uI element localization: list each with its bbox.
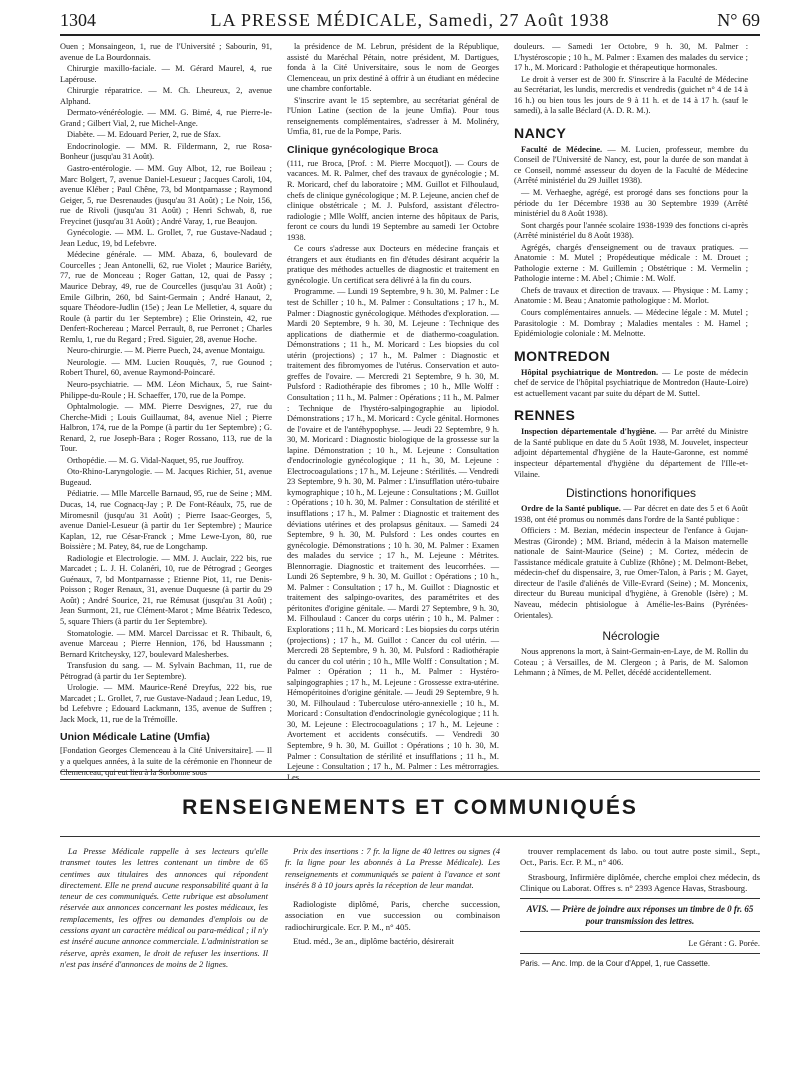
montredon-title: Hôpital psychiatrique de Montredon. xyxy=(521,367,659,377)
specialist-entry: Gastro-entérologie. — MM. Guy Albot, 12, rue Boileau ; Marc Bolgert, 7, avenue Daniel-Lesueur ; Jacques Caroli, 104, avenue Kléber ; Paul Chêne, 73, bd Montparnasse ; Raymond Geiger, 5, rue Desrenaudes (jusqu'au 31 Août) ; Le Noir, 156, rue de Rivoli (jusqu'au 31 Août) ; Henri Schwab, 8, rue Freycinet (jusqu'au 31 Août) ; André Varay, 1, rue Beaujon. xyxy=(60,164,272,226)
column-3 xyxy=(514,42,748,764)
paragraph: Le droit à verser est de 300 fr. S'inscrire à la Faculté de Médecine au Secrétariat, les lundis, mercredis et vendredis (guichet n° 4 de 14 à 16 h.) ou bien tous les jours de 9 à 11 h. et de 14 à 17 h. (sauf le samedi), à la salle Béclard (A. D. R. M.). xyxy=(514,74,748,116)
imprint-line: Paris. — Anc. Imp. de la Cour d'Appel, 1, rue Cassette. xyxy=(520,953,760,969)
classified-ad: trouver remplacement ds labo. ou tout autre poste simil., Sept., Oct., Paris. Ecr. P. M., n° 406. xyxy=(520,846,760,868)
specialist-entry: Dermato-vénéréologie. — MM. G. Bimé, 4, rue Pierre-le-Grand ; Gilbert Vial, 2, rue Michel-Ange. xyxy=(60,108,272,128)
section-heading-rennes: RENNES xyxy=(514,407,576,424)
paragraph: Chefs de travaux et direction de travaux. — Physique : M. Lamy ; Anatomie : M. Beau ; Anatomie pathologique : M. Morlot. xyxy=(514,285,748,306)
notice-column xyxy=(60,846,268,973)
paragraph: Sont chargés pour l'année scolaire 1938-1939 des fonctions ci-après (Arrêté ministériel du 8 Août 1938). xyxy=(514,220,748,241)
specialist-entry: Radiologie et Electrologie. — MM. J. Auclair, 222 bis, rue Marcadet ; L. J. H. Colanéri, 10, rue de Pétrograd ; Georges Guénaux, 7, bd Montparnasse ; Etienne Piot, 11, rue Denis-Poisson ; Roger Renaux, 31, avenue Duquesne (à partir du 29 Août) ; André Sourice, 21, rue Rémusat (jusqu'au 31 Août) ; Jean Surmont, 21, rue Clément-Marot ; Mme Béatrix Tedesco, 5, square Thiers (à partir du 1er Septembre). xyxy=(60,553,272,626)
divider xyxy=(60,779,760,780)
notice-text: La Presse Médicale rappelle à ses lecteurs qu'elle transmet toutes les lettres contenant un timbre de 65 centimes aux titulaires des annonces qui répondent directement. Elle ne prend aucune responsabilité quant à la teneur de ces communiqués. Cette rubrique est absolument réservée aux annonces concernant les postes médicaux, les remplacements, les offres ou demandes d'emplois ou de cessions ayant un caractère médical ou para-médical ; il n'y est inséré aucune annonce commerciale. L'administration se réserve, après examen, le droit de refuser les insertions. Il n'est pas inséré d'annonces de moins de 2 lignes. xyxy=(60,846,268,969)
specialist-entry: Neuro-psychiatrie. — MM. Léon Michaux, 5, rue Saint-Philippe-du-Roule ; H. Schaeffer, 170, rue de la Pompe. xyxy=(60,379,272,400)
specialist-entry: Diabète. — M. Edouard Perier, 2, rue de Sfax. xyxy=(67,130,221,140)
prices-text: Prix des insertions : 7 fr. la ligne de 40 lettres ou signes (4 fr. la ligne pour les abonnés à La Presse Médicale). Les renseignements et communiqués se paient à l'avance et sont insérés 8 à 10 jours après la réception de leur mandat. xyxy=(285,846,500,890)
paragraph: Agrégés, chargés d'enseignement ou de travaux pratiques. — Anatomie : M. Mutel ; Propédeutique médicale : M. Drouet ; Pathologie externe : M. Guillemin ; Obstétrique : M. Vermelin ; Pathologie interne : M. Abel ; Chimie : M. Wolf. xyxy=(514,242,748,284)
section-heading-montredon: MONTREDON xyxy=(514,347,611,364)
journal-title: LA PRESSE MÉDICALE, Samedi, 27 Août 1938 xyxy=(210,10,610,30)
specialist-entry: Ophtalmologie. — MM. Pierre Desvignes, 27, rue du Cherche-Midi ; Louis Guillaumat, 84, avenue Niel ; Pierre Halbron, 174, rue de la Pompe (à partir du 1er Septembre) ; G. Renard, 2, rue Joseph-Bara ; Roger Rossano, 113, rue de la Tour. xyxy=(60,402,272,454)
distinctions-lead: Ordre de la Santé publique. — Par décret en date des 5 et 6 Août 1938, ont été promus ou nommés dans l'ordre de la Santé publique : xyxy=(514,504,748,524)
rennes-text: Inspection départementale d'hygiène. — Par arrêté du Ministre de la Santé publique en date du 5 Août 1938, M. Jouvelet, inspecteur adjoint départemental d'hygiène de la Haute-Garonne, est nommé inspecteur départemental d'hygiène du département de l'Ille-et-Vilaine. xyxy=(514,427,749,479)
specialist-entry: Stomatologie. — MM. Marcel Darcissac et R. Thibault, 6, avenue Marceau ; Pierre Hennion, 176, bd Haussmann ; Bernard Kritcheysky, 127, boulevard Malesherbes. xyxy=(60,628,272,659)
broca-title: Clinique gynécologique Broca xyxy=(287,143,439,156)
specialist-entry: Médecine générale. — MM. Abaza, 6, boulevard de Courcelles ; Jean Antonelli, 62, rue Violet ; Maurice Bariéty, 77, rue de Monceau ; Roger Gattan, 12, quai de Passy ; Maurice Debray, 49, rue de Courcelles (jusqu'au 31 Août) ; Emile Gilbrin, 260, bd Saint-Germain ; André Hanaut, 2, square Théodore-Judlin (15e) ; Jean Le Melletier, 4, square du Roule (à partir du 1er Septembre) ; Elie Orinstein, 42, rue Denfert-Rochereau ; Marcel Perrault, 8, rue Perronet ; Charles Remlu, 1, rue du Regard ; Fred. Siguier, 28, avenue Hoche. xyxy=(60,250,272,344)
column-1 xyxy=(60,42,272,777)
distinctions-title: Ordre de la Santé publique. xyxy=(521,504,621,514)
issue-number: N° 69 xyxy=(717,10,760,30)
nancy-title: Faculté de Médecine. xyxy=(521,144,603,154)
specialist-entry: Endocrinologie. — MM. R. Fildermann, 2, rue Rosa-Bonheur (jusqu'au 31 Août). xyxy=(60,141,272,162)
paragraph: Cours complémentaires annuels. — Médecine légale : M. Mutel ; Parasitologie : M. Dombray ; Maladies mentales : M. Hamel ; Epidémiologie coloniale : M. Melnotte. xyxy=(514,308,748,339)
paragraph: Ce cours s'adresse aux Docteurs en médecine français et étrangers et aux étudiants en fin d'études désirant acquérir la pratique des méthodes actuelles de diagnostic et traitement en gynécologie. Un certificat sera délivré à la fin du cours. xyxy=(287,244,499,285)
paragraph: Programme. — Lundi 19 Septembre, 9 h. 30, M. Palmer : Le test de Schiller ; 10 h., M. Palmer : Consultations ; 17 h., M. Palmer : Diagnostic gynécologique. Méthodes d'exploration. — Mardi 20 Septembre, 9 h. 30, M. Lejeune : Technique des applications de diathermie et de diathermo-coagulation. Démonstrations ; 11 h., M. Moricard : Les biopsies du col utérin (projections) ; 17 h., M. Palmer : Diagnostic et traitement des fibromyomes de l'utérus. Conservation et auto-greffes de l'ovaire. — Mercredi 21 Septembre, 9 h. 30, M. Pulsford : Radiothérapie des fibromes ; 10 h., Mlle Wolff : Consultation ; 11 h., M. Palmer : Opérations ; 11 h., M. Palmer : Technique de l'hystéro-salpingographie au lipiodol. Démonstrations ; 17 h., M. Moricard : Cycle génital. Hormones de l'ovaire et de l'antéhypophyse. — Jeudi 22 Septembre, 9 h. 30, M. Moricard : Diagnostic biologique de la grossesse sur la lapine. Démonstration ; 10 h., M. Lejeune : Consultation d'endocrinologie gynécologique ; 11 h., 30, M. Lejeune : Electrocoagulations ; 17 h., M. Lejeune : Stérilités. — Vendredi 23 Septembre, 9 h. 30, M. Palmer : L'insufflation utéro-tubaire kymographique ; 10 h., M. Lejeune : Consultations ; M. Guillot : Opérations ; 10 h. 30, M. Palmer : Consultation de stérilité et insufflations ; 17 h., M. Palmer : Diagnostic et traitement des déviations utérines et des prolapsus génitaux. — Samedi 24 Septembre, 9 h. 30, M. Pulsford : Les ondes courtes en gynécologie. Démonstrations ; 10 h. 30, M. Palmer : Examen des malades du service ; 17 h., M. Lejeune : Métrites. Blennorragie. Diagnostic et traitement des leucorrhées. — Lundi 26 Septembre, 9 h. 30, M. Guillot : Opérations ; 10 h., M. Palmer : Consultation ; 17 h., M. Guillot : Diagnostic et traitement des salpingo-ovarites, des paramétrites et des péritonites d'origine génitale. — Mardi 27 Septembre, 9 h. 30, M. Filhoulaud : Cancer du corps utérin ; 10 h., M. Palmer : Explorations ; 11 h., M. Moricard : Les biopsies du corps utérin (projections) ; 17 h., M. Guillot : Cancer du col utérin. — Mercredi 28 Septembre, 9 h. 30, M. Pulsford : Radiothérapie du cancer du col utérin ; 10 h., Mlle Wolff : Consultation ; M. Palmer : Opération ; 11 h., M. Palmer : Hystéro-salpingographies ; 17 h., M. Lejeune : Grossesse extra-utérine. Hémopéritoines d'origine génitale. — Jeudi 29 Septembre, 9 h. 30, M. Filhoulaud : Tuberculose utéro-annexielle ; 10 h., M. Moricard : Consultation d'endocrinologie gynécologique ; 11 h. 30, M. Lejeune : Electrocoagulations ; 17 h., M. Lejeune : Avortement et accidents consécutifs. — Vendredi 30 Septembre, 9 h. 30, M. Guillot : Opérations ; 10 h. 30, M. Palmer : Consultation de stérilité et insufflations ; 11 h., M. Lejeune : Consultation ; 17 h., M. Palmer : Les métrorragies. Les xyxy=(287,287,499,782)
specialist-entry: Ouen ; Monsaingeon, 1, rue de l'Université ; Sabourin, 91, avenue de La Bourdonnais. xyxy=(60,42,272,62)
section-heading-nancy: NANCY xyxy=(514,124,567,141)
paragraph: — M. Verhaeghe, agrégé, est prorogé dans ses fonctions pour la période du 1er Décembre 1938 au 30 Septembre 1939 (Arrêté ministériel du 8 Août 1938). xyxy=(514,188,748,219)
specialist-entry: Orthopédie. — M. G. Vidal-Naquet, 95, rue Jouffroy. xyxy=(67,455,244,465)
divider xyxy=(60,836,760,837)
specialist-entry: Neurologie. — MM. Lucien Rouquès, 7, rue Gounod ; Robert Thurel, 60, avenue Raymond-Poincaré. xyxy=(60,357,272,378)
paragraph: douleurs. — Samedi 1er Octobre, 9 h. 30, M. Palmer : L'hystéroscopie ; 10 h., M. Palmer : Examen des malades du service ; 17 h., M. Moricard : Pathologie et thérapeutique hormonales. xyxy=(514,42,748,73)
nancy-lead: Faculté de Médecine. — M. Lucien, professeur, membre du Conseil de l'Université de Nancy, est, pour la durée de son mandat à ce Conseil, nommé assesseur du doyen de la Faculté de Médecine (Arrêté ministériel du 29 Juillet 1938). xyxy=(514,144,748,186)
rennes-title: Inspection départementale d'hygiène. xyxy=(521,427,657,437)
classified-ad: Etud. méd., 3e an., diplôme bactério, désirerait xyxy=(293,936,454,947)
section-heading-necrologie: Nécrologie xyxy=(602,629,660,644)
divider xyxy=(60,771,760,772)
umfia-title: Union Médicale Latine (Umfia) xyxy=(60,731,210,744)
ads-column-2 xyxy=(520,846,760,970)
gerant-line: Le Gérant : G. Porée. xyxy=(688,939,760,949)
paragraph: S'inscrire avant le 15 septembre, au secrétariat général de l'Union Latine (section de la jeune Umfia). Pour tous renseignements complémentaires, s'adresser à M. Molinéry, Umfia, 81, rue de la Pompe, Paris. xyxy=(287,95,499,137)
classified-ad: Strasbourg, Infirmière diplômée, cherche emploi chez médecin, ds Clinique ou Laborat. Offres s. n° 2393 Agence Havas, Strasbourg. xyxy=(520,871,760,893)
specialist-entry: Chirurgie maxillo-faciale. — M. Gérard Maurel, 4, rue Lapérouse. xyxy=(60,64,272,84)
specialist-entry: Pédiatrie. — Mlle Marcelle Barnaud, 95, rue de Seine ; MM. Ducas, 14, rue Cognacq-Jay ; P. De Font-Réaulx, 75, rue de Miromesnil (jusqu'au 31 Août) ; Pierre Isaac-Georges, 5, avenue Daniel-Lesueur (à partir du 1er Septembre) ; Maurice Kaplan, 12, rue César-Franck ; Mme Lewe-Lyon, 80, rue Boissière ; M. Patey, 84, rue de Longchamp. xyxy=(60,489,272,552)
specialist-entry: Oto-Rhino-Laryngologie. — M. Jacques Richier, 51, avenue Bugeaud. xyxy=(60,467,272,487)
ads-column-1 xyxy=(285,846,500,950)
specialist-entry: Transfusion du sang. — M. Sylvain Bachman, 11, rue de Pétrograd (à partir du 1er Septembre). xyxy=(60,661,272,681)
section-heading-distinctions: Distinctions honorifiques xyxy=(565,486,697,501)
specialist-list xyxy=(60,42,272,725)
classified-ad: Radiologiste diplômé, Paris, cherche succession, association en vue succession ou combinaison radiochirurgicale. Ecr. P. M., n° 405. xyxy=(285,899,500,932)
paragraph: Officiers : M. Bezian, médecin inspecteur de l'enfance à Gujan-Mestras (Gironde) ; MM. Briand, médecin à la Maison maternelle nationale de Saint-Maurice (Seine) ; M. Cortez, médecin de l'assistance médicale gratuite à Cublize (Rhône) ; M. Delmont-Bebet, médecin-chef du dispensaire, 3, rue Omer-Talon, à Paris ; M. Gayet, directeur de l'asile d'aliénés de Ville-Evrard (Seine) ; M. Moncenix, directeur du Bureau municipal d'hygiène, à Grenoble (Isère) ; M. Naveau, médecin phtisiologue à Amélie-les-Bains (Pyrénées-Orientales). xyxy=(514,526,748,620)
necrologie-text: Nous apprenons la mort, à Saint-Germain-en-Laye, de M. Rollin du Coteau ; à Versailles, de M. Clergeon ; à Paris, de M. Salomon Lehmann ; à Nîmes, de M. Pellet, décédé accidentellement. xyxy=(514,647,748,678)
page-number: 1304 xyxy=(60,10,96,30)
avis-notice: AVIS. — Prière de joindre aux réponses un timbre de 0 fr. 65 pour transmission des lettres. xyxy=(520,898,760,932)
specialist-entry: Urologie. — MM. Maurice-René Dreyfus, 222 bis, rue Marcadet ; L. Grollet, 7, rue Gustave-Nadaud ; Jean Leduc, 19, bd Lefebvre ; Edouard Lackmann, 135, avenue de Suffren ; Jack Mock, 11, rue de la Trémoïlle. xyxy=(60,683,272,724)
page-header xyxy=(60,8,760,36)
specialist-entry: Neuro-chirurgie. — M. Pierre Puech, 24, avenue Montaigu. xyxy=(67,346,265,356)
section-banner: RENSEIGNEMENTS ET COMMUNIQUÉS xyxy=(182,796,638,819)
paragraph: la présidence de M. Lebrun, président de la République, assisté du Maréchal Pétain, notre président, M. Dartigues, fonda à la Cité Universitaire, sous le nom de Georges Clemenceau, un prix destiné à offrir à un étudiant en médecine une chambre confortable. xyxy=(287,42,499,94)
broca-subtitle: (111, rue Broca, [Prof. : M. Pierre Mocquot]). — Cours de vacances. M. R. Palmer, chef des travaux de gynécologie ; M. R. Moricard, chef du laboratoire ; MM. Guillot et Filhoulaud, chefs de clinique gynécologique ; M. P. Lejeune, ancien chef de clinique obstétricale ; M. J. Pulsford, assistant d'électro-radiologie ; Mlle Wolff, ancien interne des hôpitaux de Paris, feront ce cours du lundi 19 Septembre au samedi 1er Octobre 1938. xyxy=(287,158,499,242)
specialist-entry: Chirurgie réparatrice. — M. Ch. Lheureux, 2, avenue Alphand. xyxy=(60,86,272,106)
montredon-text: Hôpital psychiatrique de Montredon. — Le poste de médecin chef de service de l'hôpital psychiatrique de Montredon (Haute-Loire) est actuellement vacant par suite du départ de M. Suttel. xyxy=(514,367,749,398)
specialist-entry: Gynécologie. — MM. L. Grollet, 7, rue Gustave-Nadaud ; Jean Leduc, 19, bd Lefebvre. xyxy=(60,228,272,248)
column-2 xyxy=(287,42,499,782)
umfia-text: [Fondation Georges Clemenceau à la Cité Universitaire]. — Il y a quelques années, à la suite de la cérémonie en l'honneur de Clemenceau, qui eut lieu à la Sorbonne sous xyxy=(60,746,272,777)
